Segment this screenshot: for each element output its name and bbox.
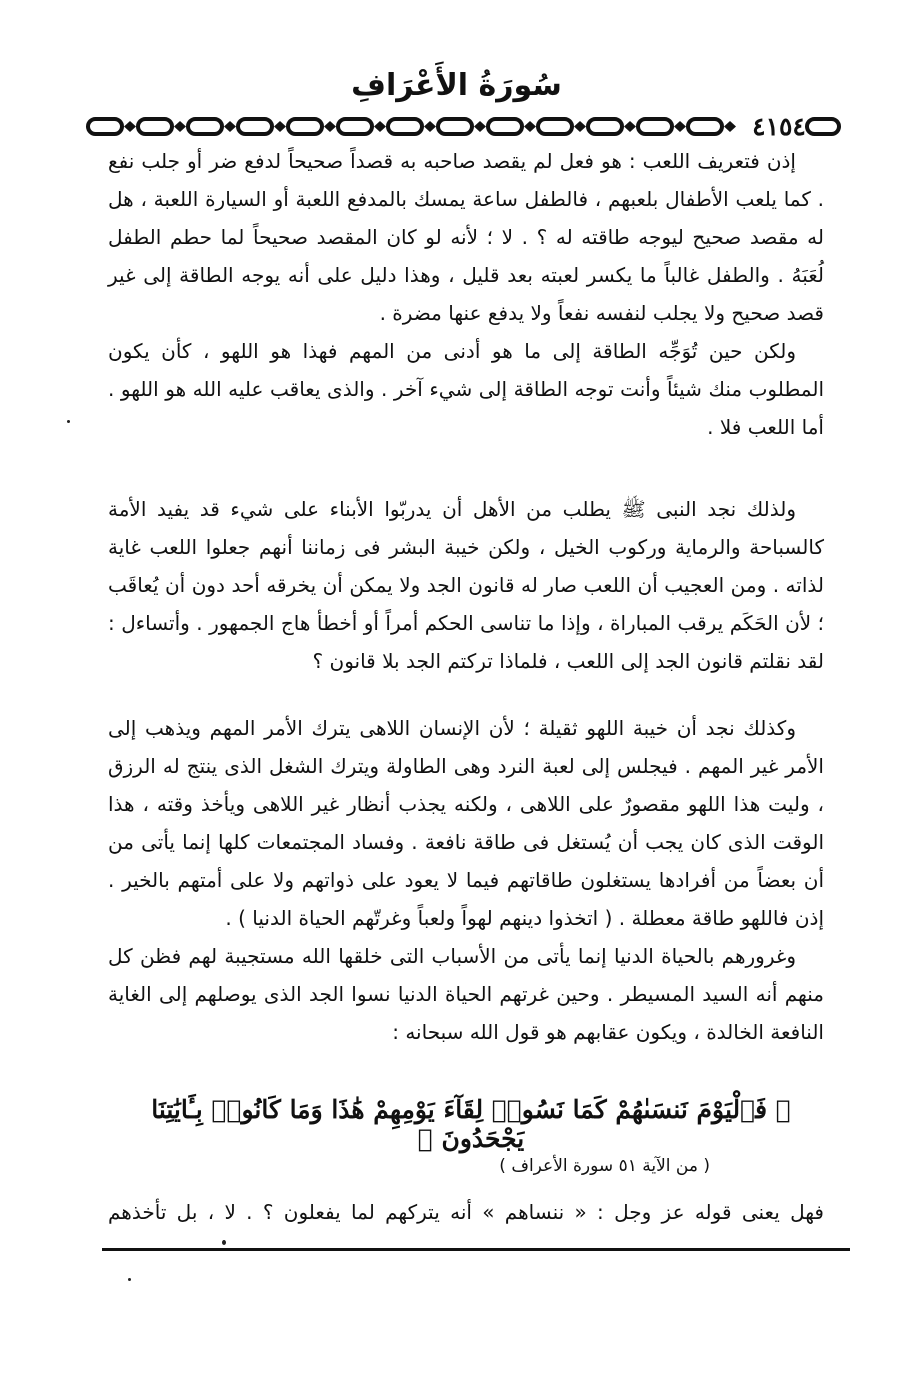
last-line: فهل يعنى قوله عز وجل : « ننساهم » أنه يتركهم لما يفعلون ؟ . لا ، بل تأخذهم: [108, 1200, 824, 1224]
surah-title: سُورَةُ الأَعْرَافِ: [351, 68, 562, 103]
text-block-2: [108, 490, 824, 680]
scan-speck: [67, 420, 70, 423]
footer-rule: [102, 1248, 850, 1251]
scan-speck: [222, 1240, 226, 1245]
paragraph: ولذلك نجد النبى ﷺ يطلب من الأهل أن يدربّوا الأبناء على شيء قد يفيد الأمة كالسباحة والرماية وركوب الخيل ، ولكن خيبة البشر فى زماننا أنهم جعلوا اللعب غاية لذاته . ومن العجيب أن اللعب صار له قانون الجد ولا يمكن أن يخرقه أحد دون أن يُعاقَب ؛ لأن الحَكَم يرقب المباراة ، وإذا ما تناسى الحكم أمراً أو أخطأ هاج الجمهور . وأتساءل : لقد نقلتم قانون الجد إلى اللعب ، فلماذا تركتم الجد بلا قانون ؟: [108, 497, 824, 673]
scan-speck: [128, 1278, 131, 1281]
text-block-3: [108, 709, 824, 1051]
ornament-border: [84, 114, 744, 140]
ornament-border-end: [804, 114, 842, 140]
quran-verse: ﴿ فَٱلْيَوْمَ نَنسَىٰهُمْ كَمَا نَسُوا۟ لِقَآءَ يَوْمِهِمْ هَٰذَا وَمَا كَانُوا۟ بِـَٔايَٰتِنَا يَجْحَدُونَ ﴾: [151, 1095, 791, 1153]
paragraph: إذن فتعريف اللعب : هو فعل لم يقصد صاحبه به قصداً صحيحاً لدفع ضر أو جلب نفع . كما يلعب الأطفال بلعبهم ، فالطفل ساعة يمسك بالمدفع اللعبة أو السيارة اللعبة ، هل له مقصد صحيح ليوجه طاقته له ؟ . لا ؛ لأنه لو كان المقصد صحيحاً لما حطم الطفل لُعَبَهُ . والطفل غالباً ما يكسر لعبته بعد قليل ، وهذا دليل على أنه يوجه الطاقة إلى غير قصد صحيح ولا يجلب لنفسه نفعاً ولا يدفع عنها مضرة .: [108, 149, 824, 325]
verse-reference: ( من الآية ٥١ سورة الأعراف ): [499, 1156, 710, 1176]
paragraph: وغرورهم بالحياة الدنيا إنما يأتى من الأسباب التى خلقها الله مستجيبة لهم فظن كل منهم أنه السيد المسيطر . وحين غرتهم الحياة الدنيا نسوا الجد الذى يوصلهم إلى الغاية النافعة الخالدة ، ويكون عقابهم هو قول الله سبحانه :: [108, 944, 824, 1044]
text-block-1: [108, 142, 824, 446]
page-number: ٤١٥٤: [752, 112, 806, 141]
paragraph: ولكن حين تُوَجِّه الطاقة إلى ما هو أدنى من المهم فهذا هو اللهو ، كأن يكون المطلوب منك شيئاً وأنت توجه الطاقة إلى شيء آخر . والذى يعاقب عليه الله هو اللهو . أما اللعب فلا .: [108, 339, 824, 439]
paragraph: وكذلك نجد أن خيبة اللهو ثقيلة ؛ لأن الإنسان اللاهى يترك الأمر المهم ويذهب إلى الأمر غير المهم . فيجلس إلى لعبة النرد وهى الطاولة ويترك الشغل الذى ينتج له الرزق ، وليت هذا اللهو مقصورٌ على اللاهى ، ولكنه يجذب أنظار غير اللاهى ويأخذ وقته ، هذا الوقت الذى كان يجب أن يُستغل فى طاقة نافعة . وفساد المجتمعات كلها إنما يأتى من أن بعضاً من أفرادها يستغلون طاقاتهم فيما لا يعود على ذواتهم ولا على أمتهم بالخير . إذن فاللهو طاقة معطلة . ( اتخذوا دينهم لهواً ولعباً وغرتّهم الحياة الدنيا ) .: [108, 716, 824, 930]
